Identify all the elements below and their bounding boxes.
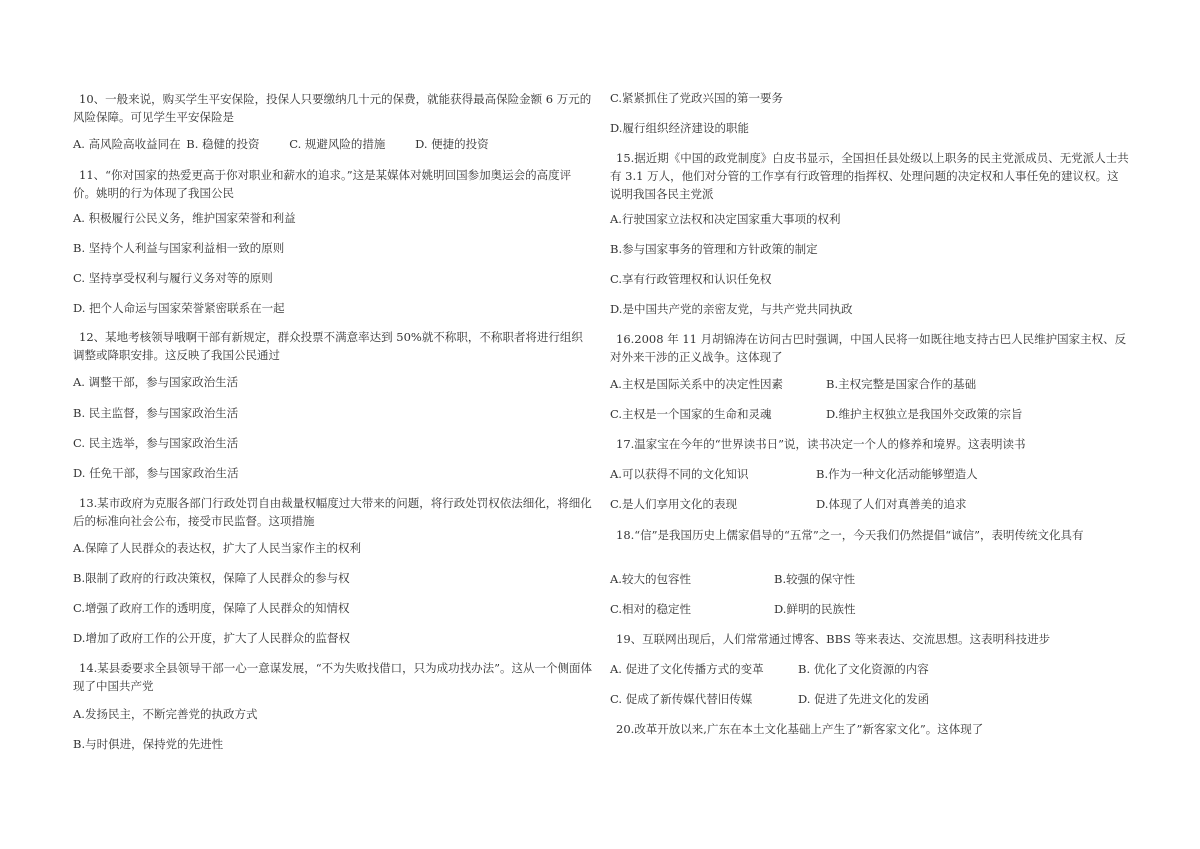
option-c: C.相对的稳定性 [610, 602, 692, 616]
question-15-option-c: C.享有行政管理权和认识任免权 [610, 272, 772, 286]
question-15-option-a: A.行驶国家立法权和决定国家重大事项的权利 [610, 212, 841, 226]
question-17: 17.温家宝在今年的“世界读书日”说，读书决定一个人的修养和境界。这表明读书 [616, 437, 1026, 451]
question-15-option-b: B.参与国家事务的管理和方针政策的制定 [610, 242, 818, 256]
question-12-option-b: B. 民主监督，参与国家政治生活 [73, 406, 239, 420]
option-b: B.作为一种文化活动能够塑造人 [816, 467, 978, 481]
question-19: 19、互联网出现后，人们常常通过博客、BBS 等来表达、交流思想。这表明科技进步 [616, 632, 1051, 646]
question-14-option-d: D.履行组织经济建设的职能 [610, 121, 749, 135]
question-13: 13.某市政府为克服各部门行政处罚自由裁量权幅度过大带来的问题，将行政处罚权依法细化，将细化后的标准向社会公布，接受市民监督。这项措施 [73, 496, 592, 528]
question-10: 10、一般来说，购买学生平安保险，投保人只要缴纳几十元的保费，就能获得最高保险金额 6 万元的风险保障。可见学生平安保险是 [73, 92, 592, 124]
question-13-option-a: A.保障了人民群众的表达权，扩大了人民当家作主的权利 [73, 541, 361, 555]
question-16-options-cd [610, 406, 1130, 423]
question-13-option-b: B.限制了政府的行政决策权，保障了人民群众的参与权 [73, 571, 350, 585]
question-11-option-d: D. 把个人命运与国家荣誉紧密联系在一起 [73, 301, 285, 315]
option-a: A.主权是国际关系中的决定性因素 [610, 377, 783, 391]
option-c: C.主权是一个国家的生命和灵魂 [610, 407, 772, 421]
question-14-option-b: B.与时俱进，保持党的先进性 [73, 737, 224, 751]
question-20: 20.改革开放以来,广东在本土文化基础上产生了”新客家文化”。这体现了 [616, 722, 984, 736]
question-14: 14.某县委要求全县领导干部一心一意谋发展，“不为失败找借口，只为成功找办法”。这从一个侧面体现了中国共产党 [73, 661, 593, 693]
question-17-options-cd [610, 496, 1130, 513]
option-b: B.主权完整是国家合作的基础 [826, 377, 977, 391]
question-12: 12、某地考核领导哦啊干部有新规定，群众投票不满意率达到 50%就不称职，不称职者将进行组织调整或降职安排。这反映了我国公民通过 [73, 330, 583, 362]
question-19-options-ab [610, 661, 1130, 678]
question-10-options [73, 136, 593, 153]
question-14-option-a: A.发扬民主，不断完善党的执政方式 [73, 707, 258, 721]
question-13-option-d: D.增加了政府工作的公开度，扩大了人民群众的监督权 [73, 631, 350, 645]
question-16: 16.2008 年 11 月胡锦涛在访问古巴时强调，中国人民将一如既往地支持古巴人民维护国家主权、反对外来干涉的正义战争。这体现了 [610, 332, 1127, 364]
question-15: 15.据近期《中国的政党制度》白皮书显示，全国担任县处级以上职务的民主党派成员、无党派人士共有 3.1 万人，他们对分管的工作享有行政管理的指挥权、处理问题的决定权和人事任免的建议权。这说明我国各民主党派 [610, 151, 1129, 201]
option-b: B. 优化了文化资源的内容 [798, 662, 929, 676]
option-d: D.鲜明的民族性 [774, 602, 856, 616]
question-16-options-ab [610, 376, 1130, 393]
question-11: 11、“你对国家的热爱更高于你对职业和薪水的追求。”这是某媒体对姚明回国参加奥运会的高度评价。姚明的行为体现了我国公民 [73, 168, 572, 200]
option-b: B.较强的保守性 [774, 572, 856, 586]
question-12-option-c: C. 民主选举，参与国家政治生活 [73, 436, 239, 450]
option-c: C. 促成了新传媒代替旧传媒 [610, 692, 753, 706]
question-12-option-d: D. 任免干部，参与国家政治生活 [73, 466, 239, 480]
option-b: B. 稳健的投资 [186, 137, 260, 151]
option-a: A. 促进了文化传播方式的变革 [610, 662, 764, 676]
question-15-option-d: D.是中国共产党的亲密友党，与共产党共同执政 [610, 302, 853, 316]
option-a: A.较大的包容性 [610, 572, 691, 586]
question-18-options-ab [610, 571, 1130, 588]
option-a: A.可以获得不同的文化知识 [610, 467, 749, 481]
question-18: 18.“信”是我国历史上儒家倡导的“五常”之一，今天我们仍然提倡“诚信”，表明传统文化具有 [616, 528, 1084, 542]
option-d: D.维护主权独立是我国外交政策的宗旨 [826, 407, 1023, 421]
option-c: C. 规避风险的措施 [289, 137, 386, 151]
question-17-options-ab [610, 466, 1130, 483]
question-13-option-c: C.增强了政府工作的透明度，保障了人民群众的知情权 [73, 601, 350, 615]
option-c: C.是人们享用文化的表现 [610, 497, 738, 511]
question-14-option-c: C.紧紧抓住了党政兴国的第一要务 [610, 91, 784, 105]
option-d: D. 促进了先进文化的发函 [798, 692, 930, 706]
question-11-option-b: B. 坚持个人利益与国家利益相一致的原则 [73, 241, 285, 255]
option-d: D.体现了人们对真善美的追求 [816, 497, 967, 511]
option-a: A. 高风险高收益同在 [73, 137, 181, 151]
question-18-options-cd [610, 601, 1130, 618]
option-d: D. 便捷的投资 [415, 137, 489, 151]
question-11-option-a: A. 积极履行公民义务，维护国家荣誉和利益 [73, 211, 296, 225]
question-11-option-c: C. 坚持享受权利与履行义务对等的原则 [73, 271, 273, 285]
question-12-option-a: A. 调整干部，参与国家政治生活 [73, 375, 239, 389]
question-19-options-cd [610, 691, 1130, 708]
